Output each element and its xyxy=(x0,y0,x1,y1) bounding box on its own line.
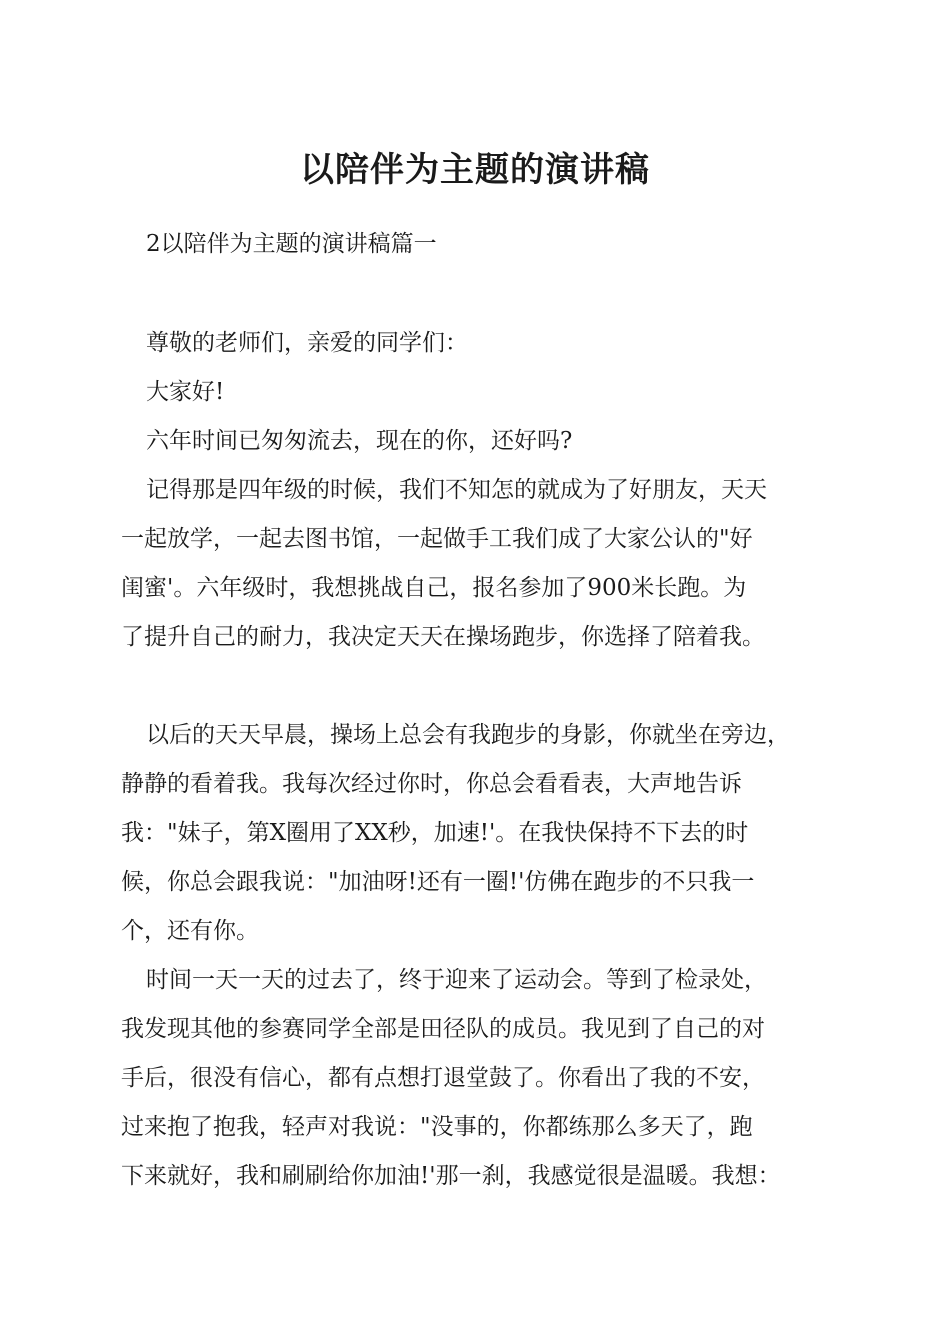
text-line: 大家好! xyxy=(146,379,225,405)
text-line: 以后的天天早晨，操场上总会有我跑步的身影，你就坐在旁边， xyxy=(146,722,790,748)
text-line: 过来抱了抱我，轻声对我说："没事的，你都练那么多天了，跑 xyxy=(121,1114,753,1140)
paragraph-block-1 xyxy=(121,319,851,662)
text-line: 个，还有你。 xyxy=(121,918,259,944)
text-line: 手后，很没有信心，都有点想打退堂鼓了。你看出了我的不安， xyxy=(121,1065,765,1091)
text-line: 一起放学，一起去图书馆，一起做手工我们成了大家公认的"好 xyxy=(121,526,753,552)
paragraph-block-2 xyxy=(121,711,851,1201)
text-line: 候，你总会跟我说："加油呀!还有一圈!'仿佛在跑步的不只我一 xyxy=(121,869,755,895)
text-line: 了提升自己的耐力，我决定天天在操场跑步，你选择了陪着我。 xyxy=(121,624,765,650)
document-subtitle: 2以陪伴为主题的演讲稿篇一 xyxy=(146,231,437,257)
text-line: 记得那是四年级的时候，我们不知怎的就成为了好朋友，天天 xyxy=(146,477,767,503)
text-line: 我："妹子，第X圈用了XX秒，加速!'。在我快保持不下去的时 xyxy=(121,820,749,846)
text-line: 下来就好，我和刷刷给你加油!'那一刹，我感觉很是温暖。我想： xyxy=(121,1163,781,1189)
text-line: 六年时间已匆匆流去，现在的你，还好吗? xyxy=(146,428,573,454)
text-line: 时间一天一天的过去了，终于迎来了运动会。等到了检录处， xyxy=(146,967,767,993)
text-line: 我发现其他的参赛同学全部是田径队的成员。我见到了自己的对 xyxy=(121,1016,765,1042)
document-title: 以陪伴为主题的演讲稿 xyxy=(300,150,650,190)
text-line: 静静的看着我。我每次经过你时，你总会看看表，大声地告诉 xyxy=(121,771,742,797)
text-line: 尊敬的老师们，亲爱的同学们： xyxy=(146,330,468,356)
text-line: 闺蜜'。六年级时，我想挑战自己，报名参加了900米长跑。为 xyxy=(121,575,747,601)
